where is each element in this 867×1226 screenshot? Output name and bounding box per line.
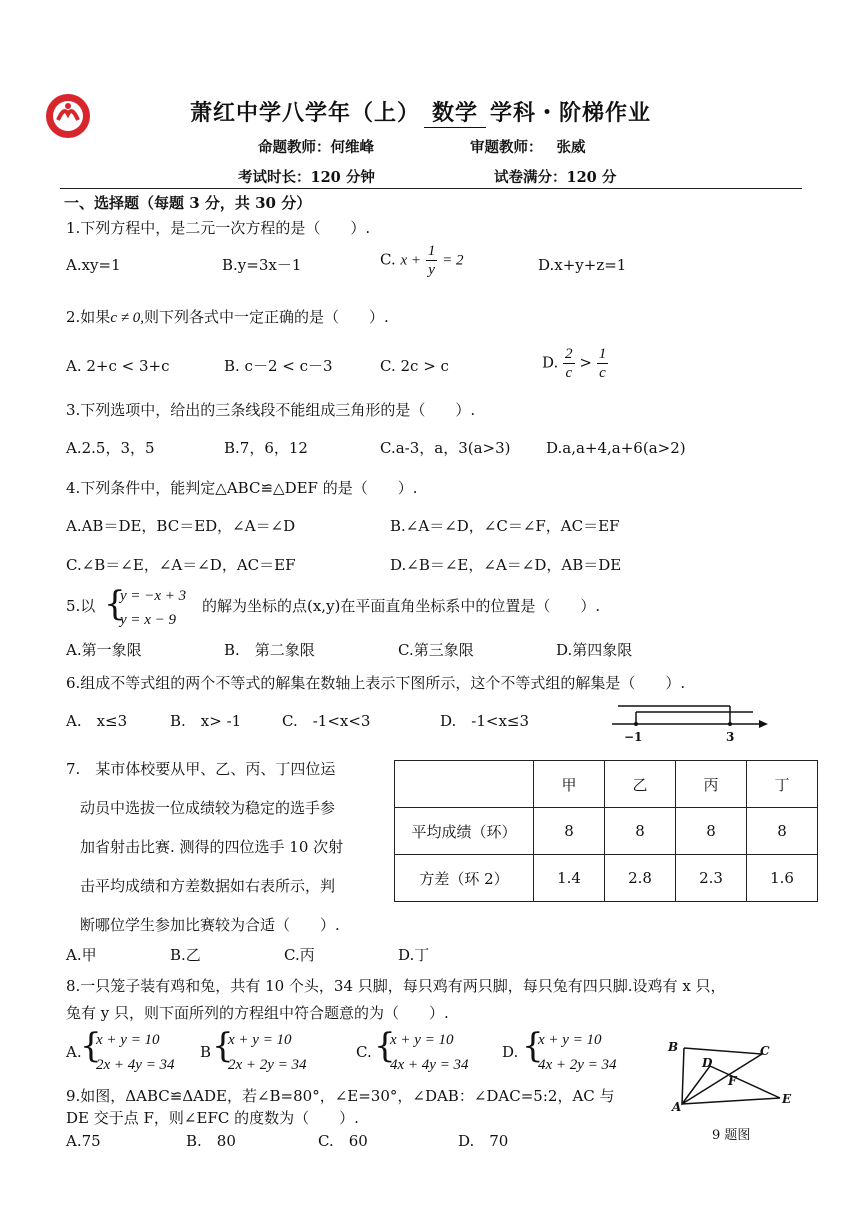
fig-label-c: C	[760, 1044, 770, 1058]
subject: 数学	[424, 96, 486, 128]
q6-option-a: A. x≤3	[66, 712, 128, 730]
q5-eq2: y = x − 9	[120, 612, 177, 628]
q8-option-a-eq2: 2x + 4y = 34	[96, 1057, 175, 1073]
q1-option-b: B.y=3x－1	[222, 256, 302, 274]
q8-option-a-brace: {	[80, 1026, 102, 1066]
score-table	[394, 760, 818, 902]
q4-option-c: C.∠B＝∠E，∠A＝∠D，AC＝EF	[66, 556, 296, 574]
q7-option-b: B.乙	[170, 946, 201, 964]
q1-option-a: A.xy=1	[66, 256, 121, 274]
q7-stem: 7. 某市体校要从甲、乙、丙、丁四位运 动员中选拔一位成绩较为稳定的选手参 加省射击比赛. 测得的四位选手 10 次射 击平均成绩和方差数据如右表所示，判 断哪位学生参加比赛较为合适（ ）.	[66, 760, 344, 934]
q7-option-d: D.丁	[398, 946, 430, 964]
page-title: 萧红中学八学年（上） 数学 学科・阶梯作业	[190, 96, 651, 128]
q2-stem: 2.如果c ≠ 0,则下列各式中一定正确的是（ ）.	[66, 308, 389, 326]
q8-option-b-brace: {	[212, 1026, 234, 1066]
table-cell: 8	[534, 808, 605, 855]
q1-option-d: D.x+y+z=1	[538, 256, 627, 274]
author-label: 命题教师：何维峰	[258, 139, 374, 156]
q6-option-b: B. x> -1	[170, 712, 242, 730]
q9-option-c: C. 60	[318, 1132, 368, 1150]
q5-option-c: C.第三象限	[398, 641, 474, 659]
q2-option-a: A. 2+c < 3+c	[66, 357, 170, 375]
q5-brace: {	[104, 584, 126, 624]
q3-option-b: B.7，6，12	[224, 439, 308, 457]
q4-stem: 4.下列条件中，能判定△ABC≌△DEF 的是（ ）.	[66, 479, 418, 497]
duration: 考试时长：120 分钟	[238, 169, 375, 186]
q9-option-b: B. 80	[186, 1132, 236, 1150]
table-header-row	[395, 761, 818, 808]
table-header: 甲	[534, 761, 605, 808]
table-header: 丁	[747, 761, 818, 808]
q8-option-c-brace: {	[374, 1026, 396, 1066]
school-logo-icon	[44, 92, 92, 140]
q7-option-a: A.甲	[66, 946, 97, 964]
axis-label-three: 3	[726, 730, 735, 744]
q4-option-d: D.∠B＝∠E，∠A＝∠D，AB＝DE	[390, 556, 622, 574]
q3-option-d: D.a,a+4,a+6(a>2)	[546, 439, 686, 457]
q9-line2: DE 交于点 F，则∠EFC 的度数为（ ）.	[66, 1109, 359, 1127]
table-header: 丙	[676, 761, 747, 808]
table-cell: 1.6	[747, 855, 818, 902]
table-cell: 8	[747, 808, 818, 855]
q5-option-d: D.第四象限	[556, 641, 633, 659]
table-row	[395, 855, 818, 902]
q9-option-a: A.75	[66, 1132, 101, 1150]
q3-option-c: C.a-3，a，3(a>3)	[380, 439, 511, 457]
q8-option-b-eq1: x + y = 10	[228, 1032, 292, 1048]
q8-option-d-label: D.	[502, 1043, 519, 1061]
q8-line2: 兔有 y 只，则下面所列的方程组中符合题意的为（ ）.	[66, 1004, 449, 1022]
fig-label-e: E	[782, 1092, 792, 1106]
q9-option-d: D. 70	[458, 1132, 509, 1150]
q8-option-c-eq2: 4x + 4y = 34	[390, 1057, 469, 1073]
header-divider	[60, 188, 802, 189]
axis-label-minus-one: −1	[624, 730, 643, 744]
table-cell: 8	[676, 808, 747, 855]
table-header	[395, 761, 534, 808]
table-header: 乙	[605, 761, 676, 808]
q8-option-d-eq1: x + y = 10	[538, 1032, 602, 1048]
q9-line1: 9.如图，ΔABC≌ΔADE，若∠B=80°，∠E=30°，∠DAB：∠DAC=5:2，AC 与	[66, 1087, 615, 1105]
table-cell: 平均成绩（环）	[395, 808, 534, 855]
q4-option-b: B.∠A＝∠D，∠C＝∠F，AC＝EF	[390, 517, 620, 535]
q8-option-c-label: C.	[356, 1043, 372, 1061]
q3-option-a: A.2.5，3，5	[66, 439, 155, 457]
fig-label-d: D	[702, 1056, 713, 1070]
reviewer-label: 审题教师： 张威	[470, 139, 586, 156]
q5-stem: 的解为坐标的点(x,y)在平面直角坐标系中的位置是（ ）.	[202, 597, 601, 615]
full-score: 试卷满分：120 分	[494, 169, 617, 186]
q8-option-c-eq1: x + y = 10	[390, 1032, 454, 1048]
q8-option-a-eq1: x + y = 10	[96, 1032, 160, 1048]
q5-option-a: A.第一象限	[66, 641, 142, 659]
table-cell: 1.4	[534, 855, 605, 902]
q8-line1: 8.一只笼子装有鸡和兔，共有 10 个头，34 只脚，每只鸡有两只脚，每只兔有四只脚.设鸡有 x 只，	[66, 977, 726, 995]
q2-option-c: C. 2c > c	[380, 357, 449, 375]
fig-label-a: A	[672, 1100, 682, 1114]
table-cell: 方差（环 2）	[395, 855, 534, 902]
table-cell: 2.3	[676, 855, 747, 902]
section-title: 一、选择题（每题 3 分，共 30 分）	[64, 194, 312, 212]
q1-stem: 1.下列方程中，是二元一次方程的是（ ）.	[66, 219, 371, 237]
q6-option-c: C. -1<x<3	[282, 712, 371, 730]
table-cell: 8	[605, 808, 676, 855]
q7-option-c: C.丙	[284, 946, 315, 964]
q2-option-d: D. $\frac{2}{c}$ > $\frac{1}{c}$	[542, 346, 607, 381]
fig-label-f: F	[728, 1074, 737, 1088]
q6-option-d: D. -1<x≤3	[440, 712, 530, 730]
q6-stem: 6.组成不等式组的两个不等式的解集在数轴上表示下图所示，这个不等式组的解集是（ ）.	[66, 674, 686, 692]
q5-option-b: B. 第二象限	[224, 641, 315, 659]
table-row	[395, 808, 818, 855]
table-cell: 2.8	[605, 855, 676, 902]
q8-option-a-label: A.	[66, 1043, 82, 1061]
q1-option-c: C. x + $\frac{1}{y}$ = 2	[380, 243, 464, 278]
q8-option-d-brace: {	[522, 1026, 544, 1066]
q3-stem: 3.下列选项中，给出的三条线段不能组成三角形的是（ ）.	[66, 401, 476, 419]
q5-stem-prefix: 5.以	[66, 597, 96, 615]
q8-option-b-label: B	[200, 1043, 212, 1061]
q2-option-b: B. c－2 < c－3	[224, 357, 333, 375]
q4-option-a: A.AB＝DE，BC＝ED，∠A＝∠D	[66, 517, 296, 535]
fig-caption: 9 题图	[712, 1128, 751, 1143]
q8-option-d-eq2: 4x + 2y = 34	[538, 1057, 617, 1073]
q8-option-b-eq2: 2x + 2y = 34	[228, 1057, 307, 1073]
q5-eq1: y = −x + 3	[120, 588, 187, 604]
fig-label-b: B	[668, 1040, 679, 1054]
